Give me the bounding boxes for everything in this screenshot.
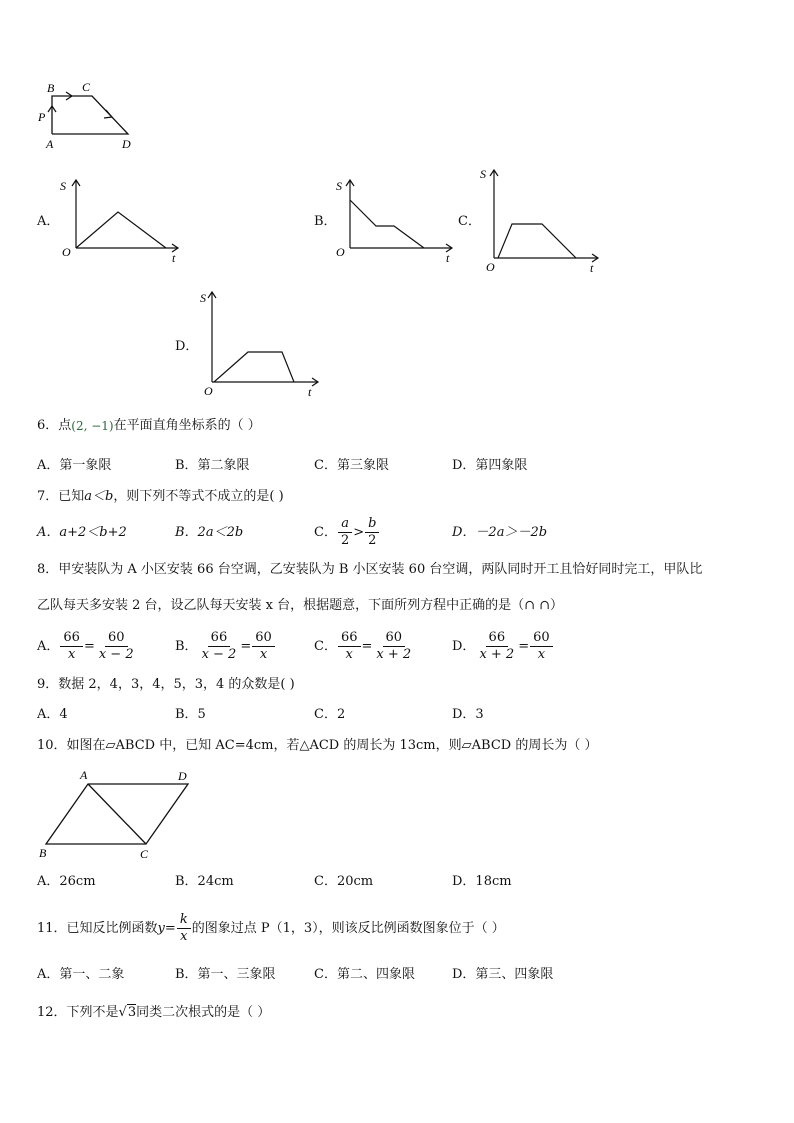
label-C: C bbox=[82, 80, 91, 94]
svg-text:t: t bbox=[172, 251, 176, 264]
graph-a bbox=[58, 172, 188, 264]
q11-option-a[interactable]: A．第一、二象 bbox=[37, 967, 125, 982]
q8-stem-line2: 乙队每天多安装 2 台，设乙队每天安装 x 台，根据题意，下面所列方程中正确的是（∩ ∩） bbox=[37, 598, 564, 613]
q11-option-c[interactable]: C．第二、四象限 bbox=[314, 967, 415, 982]
graph-d bbox=[198, 286, 324, 398]
svg-text:S: S bbox=[480, 167, 486, 181]
graph-b-label: B． bbox=[314, 214, 337, 229]
q7-option-b[interactable]: B．2a＜2b bbox=[175, 525, 244, 540]
q6-stem: 6．点 (2, −1) 在平面直角坐标系的（ ） bbox=[37, 418, 261, 433]
svg-text:t: t bbox=[590, 261, 594, 275]
svg-text:t: t bbox=[446, 251, 450, 264]
svg-text:S: S bbox=[60, 179, 66, 193]
q11-stem: 11．已知反比例函数 y = $\frac{k}{x}$ 的图象过点 P（1，3），则该反比例函数图象位于（ ） bbox=[37, 912, 505, 944]
svg-text:S: S bbox=[336, 179, 342, 193]
q9-option-b[interactable]: B．5 bbox=[175, 707, 206, 722]
q6-option-a[interactable]: A．第一象限 bbox=[37, 458, 112, 473]
q11-option-d[interactable]: D．第三、四象限 bbox=[452, 967, 554, 982]
q9-stem: 9．数据 2，4，3，4，5，3，4 的众数是( ) bbox=[37, 677, 295, 692]
q8-option-c[interactable]: C． $\frac{66}{x}$ = $\frac{60}{x + 2}$ bbox=[314, 630, 412, 662]
svg-text:O: O bbox=[336, 245, 345, 259]
q8-option-b[interactable]: B． $\frac{66}{x - 2}$ = $\frac{60}{x}$ bbox=[175, 630, 276, 663]
q8-option-a[interactable]: A． $\frac{66}{x}$ = $\frac{60}{x - 2}$ bbox=[37, 630, 134, 662]
q8-option-d[interactable]: D． $\frac{66}{x + 2}$ = $\frac{60}{x}$ bbox=[452, 630, 554, 663]
label-D: D bbox=[122, 137, 131, 151]
svg-text:A: A bbox=[80, 768, 88, 782]
label-P: P bbox=[38, 110, 46, 124]
q6-point: (2, −1) bbox=[71, 419, 114, 433]
svg-text:D: D bbox=[178, 769, 187, 783]
q10-option-d[interactable]: D．18cm bbox=[452, 874, 512, 889]
q7-option-a[interactable]: A．a+2＜b+2 bbox=[37, 525, 127, 540]
q6-option-d[interactable]: D．第四象限 bbox=[452, 458, 528, 473]
graph-c-label: C． bbox=[458, 214, 481, 229]
trapezoid-path-figure bbox=[30, 78, 150, 156]
q11-option-b[interactable]: B．第一、三象限 bbox=[175, 967, 276, 982]
svg-text:S: S bbox=[200, 291, 206, 305]
svg-text:B: B bbox=[39, 846, 47, 860]
q9-option-c[interactable]: C．2 bbox=[314, 707, 346, 722]
q7-option-d[interactable]: D．－2a＞－2b bbox=[452, 525, 548, 540]
graph-c bbox=[478, 164, 604, 276]
sqrt-icon: √ bbox=[118, 1004, 127, 1020]
svg-text:O: O bbox=[486, 260, 495, 274]
label-B: B bbox=[47, 81, 55, 95]
q6-option-b[interactable]: B．第二象限 bbox=[175, 458, 250, 473]
q9-option-d[interactable]: D．3 bbox=[452, 707, 484, 722]
q12-stem: 12．下列不是 √ 3 同类二次根式的是（ ） bbox=[37, 1004, 271, 1020]
q9-option-a[interactable]: A．4 bbox=[37, 707, 68, 722]
svg-text:O: O bbox=[204, 384, 213, 398]
graph-b bbox=[334, 172, 464, 264]
svg-text:t: t bbox=[308, 385, 312, 398]
q7-option-c[interactable]: C． $\frac{a}{2}$ > $\frac{b}{2}$ bbox=[314, 516, 380, 549]
svg-text:C: C bbox=[140, 847, 149, 861]
parallelogram-figure bbox=[36, 764, 206, 862]
q8-stem-line1: 8．甲安装队为 A 小区安装 66 台空调，乙安装队为 B 小区安装 60 台空调，两队同时开工且恰好同时完工，甲队比 bbox=[37, 562, 703, 577]
graph-d-label: D． bbox=[175, 339, 199, 354]
svg-text:O: O bbox=[62, 245, 71, 259]
graph-a-label: A． bbox=[37, 214, 60, 229]
q7-stem: 7．已知 a＜b ，则下列不等式不成立的是( ) bbox=[37, 489, 284, 504]
q6-option-c[interactable]: C．第三象限 bbox=[314, 458, 389, 473]
label-A: A bbox=[46, 137, 54, 151]
q10-option-c[interactable]: C．20cm bbox=[314, 874, 374, 889]
q10-option-b[interactable]: B．24cm bbox=[175, 874, 234, 889]
q10-stem: 10．如图在▱ABCD 中，已知 AC=4cm，若△ACD 的周长为 13cm，则▱ABCD 的周长为（ ） bbox=[37, 738, 598, 753]
q10-option-a[interactable]: A．26cm bbox=[37, 874, 96, 889]
